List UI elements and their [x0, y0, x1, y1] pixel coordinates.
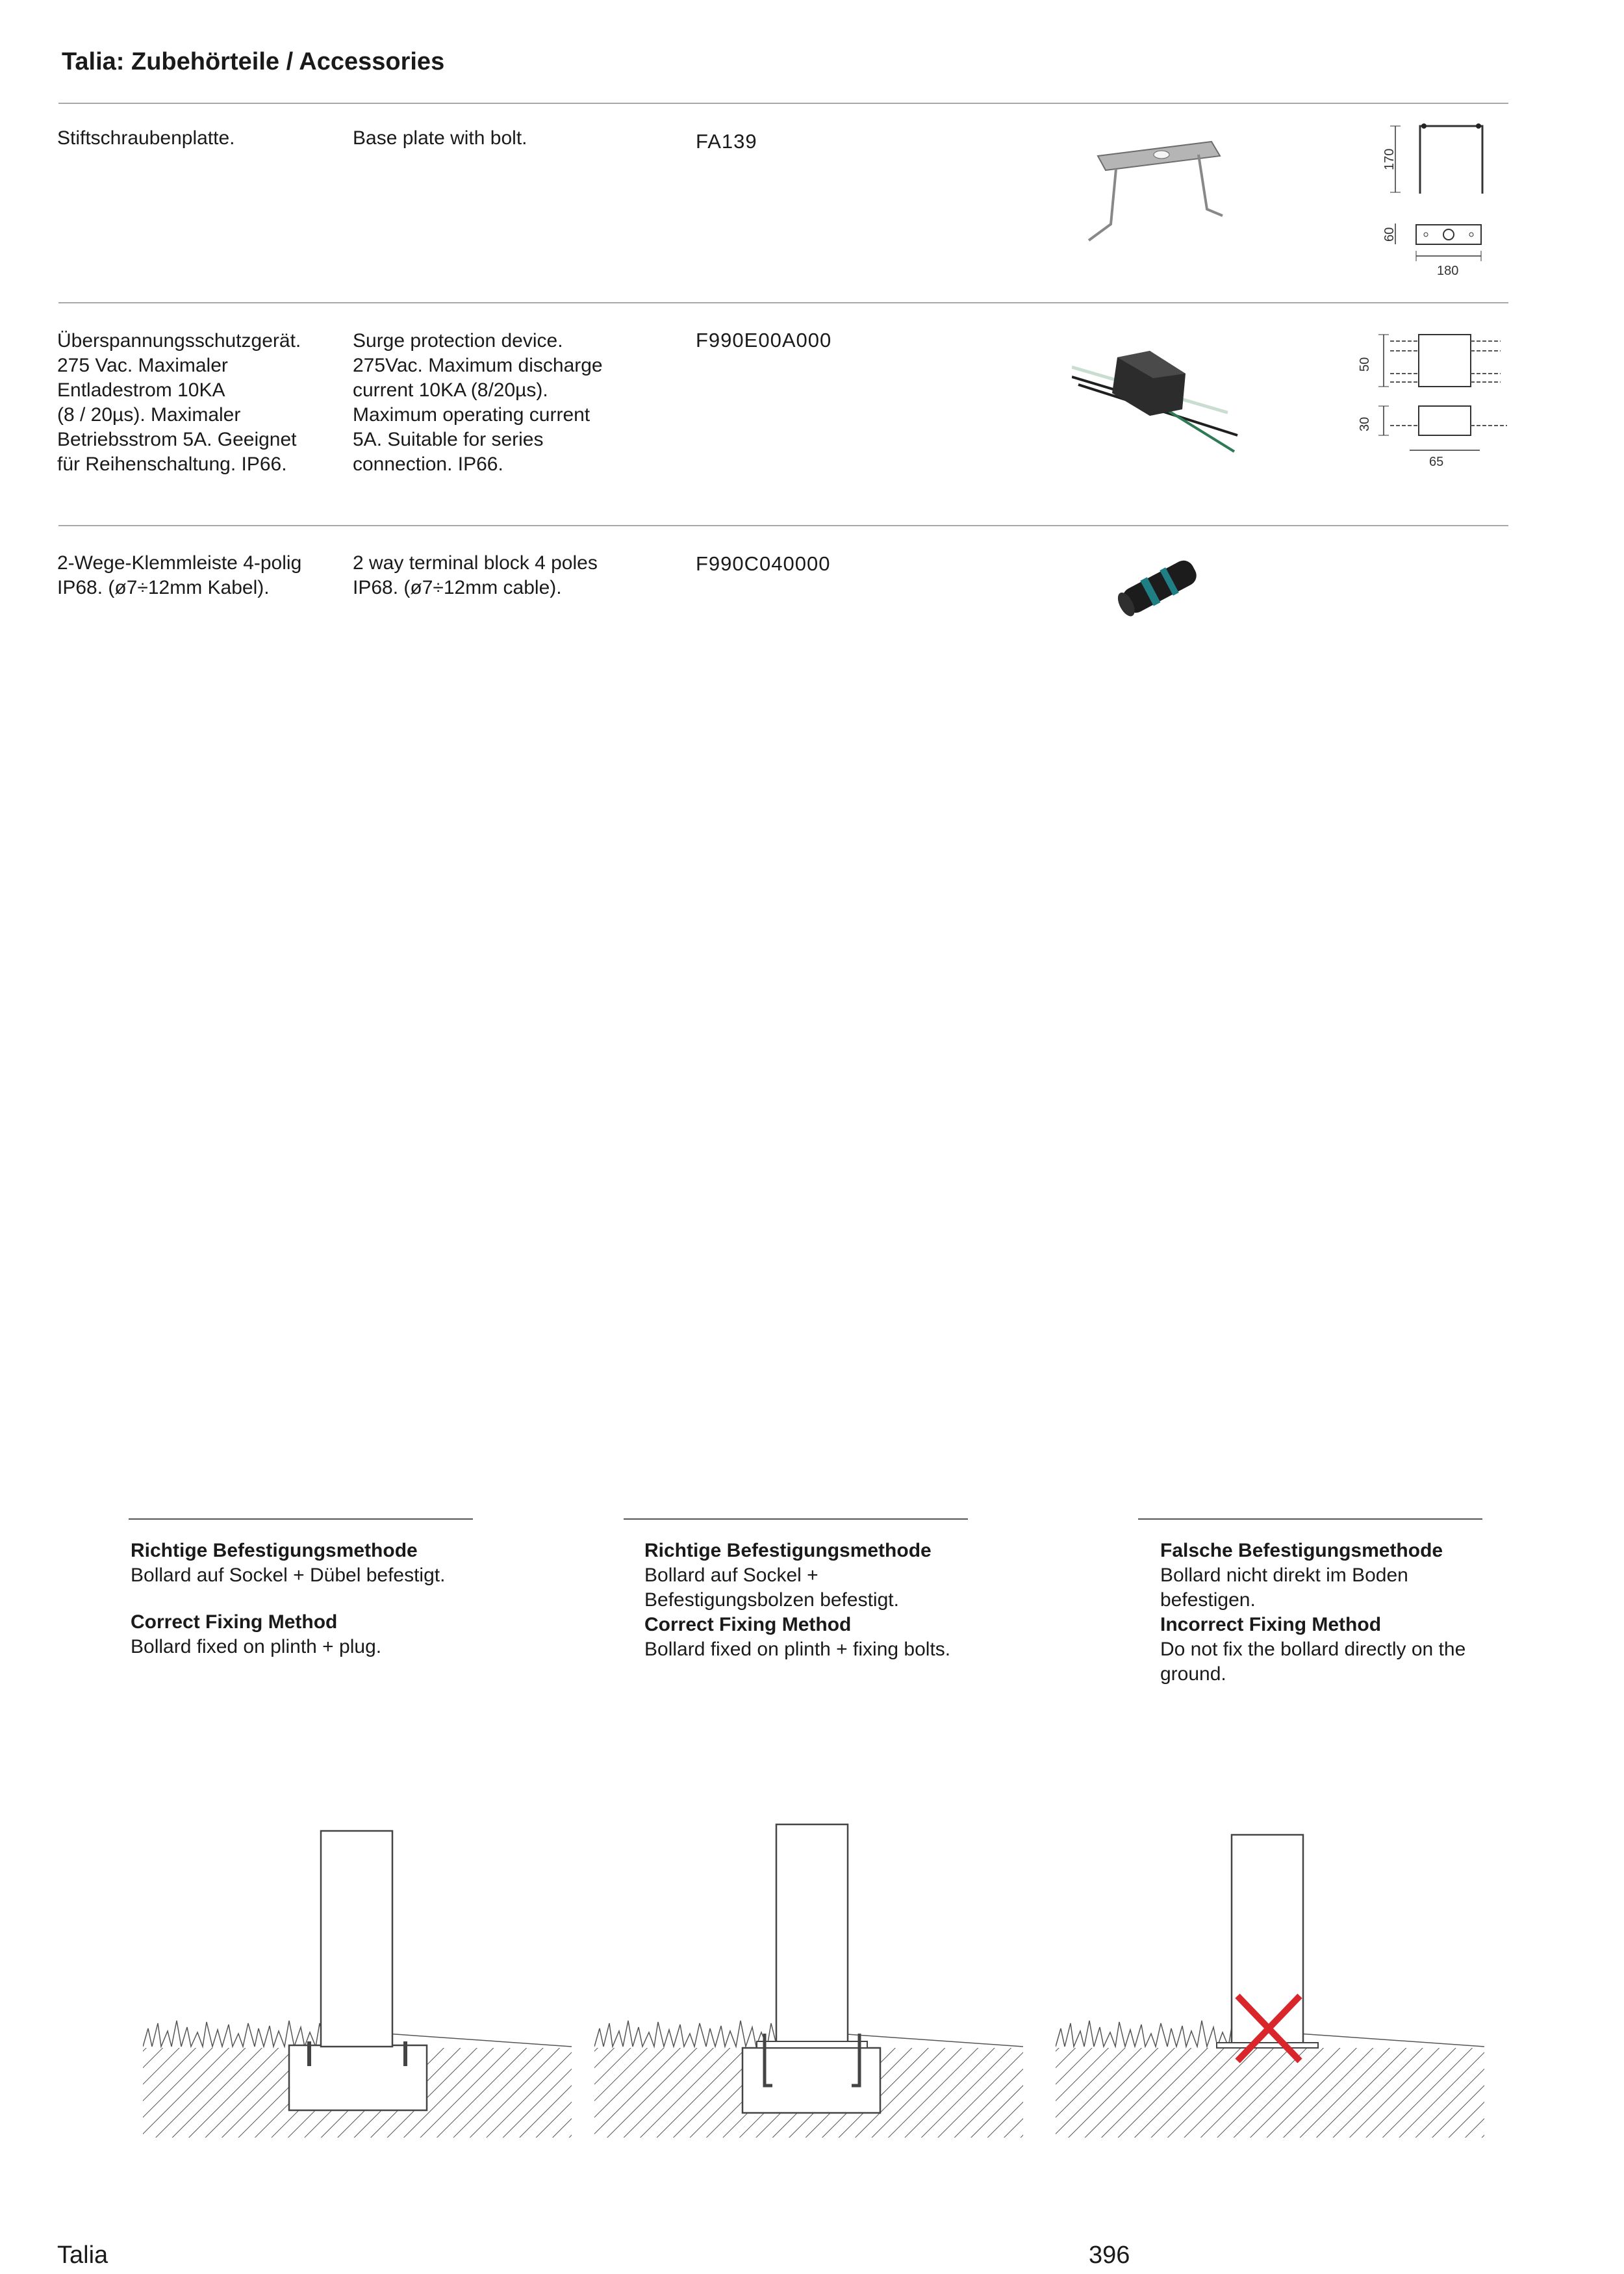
product-3-desc-de: 2-Wege-Klemmleiste 4-polig IP68. (ø7÷12mm Kabel). [57, 552, 302, 598]
product-1-code: FA139 [696, 130, 757, 153]
base-plate-drawing [1377, 117, 1507, 286]
method-2-text [644, 1539, 995, 1662]
method-1-en-heading: Correct Fixing Method [131, 1611, 338, 1633]
page-number: 396 [1089, 2242, 1130, 2269]
method-1-rule [129, 1518, 473, 1520]
dim-65: 65 [1429, 455, 1444, 469]
dim-60: 60 [1382, 227, 1397, 242]
method-3-en-heading: Incorrect Fixing Method [1160, 1614, 1382, 1635]
method-2-en-text: Bollard fixed on plinth + fixing bolts. [644, 1639, 951, 1660]
method-2-en-heading: Correct Fixing Method [644, 1614, 852, 1635]
method-2-de-heading: Richtige Befestigungsmethode [644, 1540, 932, 1561]
illustration-ground-incorrect [1056, 1819, 1484, 2144]
product-1-desc-de: Stiftschraubenplatte. [57, 127, 235, 149]
product-2-code: F990E00A000 [696, 329, 832, 351]
base-plate-photo [1078, 136, 1241, 253]
illustration-plinth-bolts [594, 1819, 1023, 2144]
method-2-rule [624, 1518, 968, 1520]
product-3-desc-en: 2 way terminal block 4 poles IP68. (ø7÷12mm cable). [353, 552, 598, 598]
dim-50: 50 [1358, 357, 1372, 372]
row-rule-2 [58, 525, 1508, 526]
method-1-text [131, 1539, 481, 1659]
product-1-desc-en: Base plate with bolt. [353, 127, 527, 149]
product-3-code: F990C040000 [696, 552, 831, 575]
footer-title: Talia [57, 2242, 108, 2269]
method-1-en-text: Bollard fixed on plinth + plug. [131, 1636, 382, 1657]
product-2-desc-en: Surge protection device. 275Vac. Maximum discharge current 10KA (8/20µs). Maximum operating current 5A. Suitable for series connection. IP66. [353, 330, 603, 475]
surge-protector-photo [1072, 338, 1241, 468]
method-3-text [1160, 1539, 1511, 1687]
row-rule-1 [58, 302, 1508, 303]
terminal-block-photo [1108, 551, 1212, 622]
illustration-plinth-plug [143, 1819, 572, 2144]
method-3-rule [1138, 1518, 1482, 1520]
dim-170: 170 [1382, 148, 1397, 170]
surge-protector-drawing [1371, 325, 1520, 468]
method-2-de-text: Bollard auf Sockel + Befestigungsbolzen befestigt. [644, 1565, 899, 1611]
header-rule [58, 103, 1508, 104]
method-3-de-heading: Falsche Befestigungsmethode [1160, 1540, 1443, 1561]
method-3-de-text: Bollard nicht direkt im Boden befestigen. [1160, 1565, 1408, 1611]
page-title: Talia: Zubehörteile / Accessories [62, 48, 445, 75]
method-1-de-heading: Richtige Befestigungsmethode [131, 1540, 418, 1561]
product-2-desc-de: Überspannungsschutzgerät. 275 Vac. Maximaler Entladestrom 10KA (8 / 20µs). Maximaler Betriebsstrom 5A. Geeignet für Reihenschaltung. IP66. [57, 330, 301, 475]
method-3-en-text: Do not fix the bollard directly on the ground. [1160, 1639, 1466, 1685]
dim-180: 180 [1437, 264, 1459, 278]
method-1-de-text: Bollard auf Sockel + Dübel befestigt. [131, 1565, 446, 1586]
dim-30: 30 [1358, 416, 1372, 431]
